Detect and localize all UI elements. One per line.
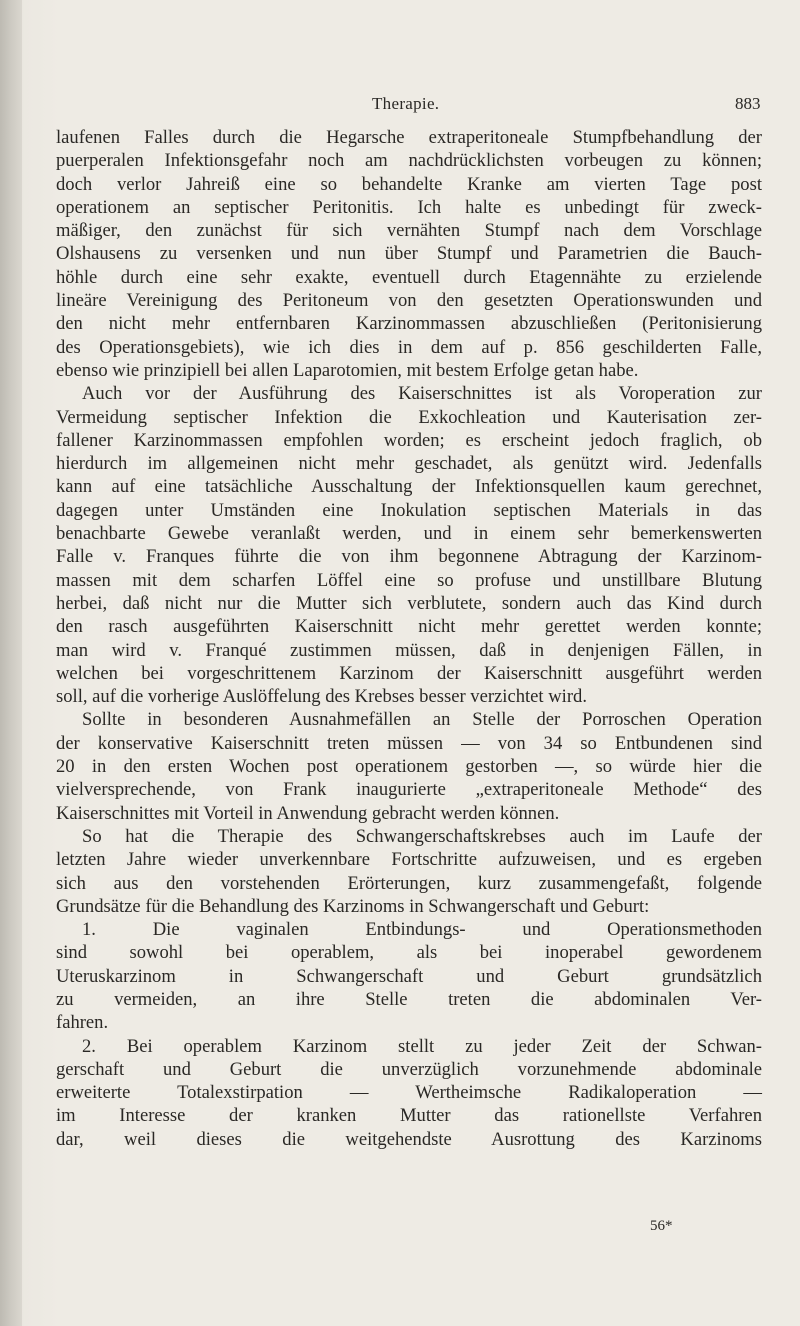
text-line: im Interesse der kranken Mutter das rationellste Verfahren	[56, 1105, 762, 1127]
text-line: Grundsätze für die Behandlung des Karzinoms in Schwangerschaft und Geburt:	[56, 895, 650, 917]
text-line: vielversprechende, von Frank inaugurierte „extraperitoneale Methode“ des	[56, 779, 762, 801]
text-line: kann auf eine tatsächliche Ausschaltung der Infektionsquellen kaum gerechnet,	[56, 476, 762, 498]
text-line: 20 in den ersten Wochen post operationem gestorben —, so würde hier die	[56, 756, 762, 778]
text-line: ebenso wie prinzipiell bei allen Laparotomien, mit bestem Erfolge getan habe.	[56, 359, 639, 381]
text-line: dar, weil dieses die weitgehendste Ausrottung des Karzinoms	[56, 1128, 762, 1150]
text-line: Auch vor der Ausführung des Kaiserschnittes ist als Voroperation zur	[82, 383, 762, 405]
text-line: der konservative Kaiserschnitt treten müssen — von 34 so Entbundenen sind	[56, 732, 762, 754]
text-line: Kaiserschnittes mit Vorteil in Anwendung gebracht werden können.	[56, 802, 560, 824]
text-line: erweiterte Totalexstirpation — Wertheimsche Radikaloperation —	[56, 1082, 762, 1104]
text-line: zu vermeiden, an ihre Stelle treten die abdominalen Ver-	[56, 988, 762, 1010]
text-line: Olshausens zu versenken und nun über Stumpf und Parametrien die Bauch-	[56, 243, 762, 265]
text-line: sind sowohl bei operablem, als bei inoperabel gewordenem	[56, 942, 762, 964]
text-line: den rasch ausgeführten Kaiserschnitt nicht mehr gerettet werden konnte;	[56, 616, 762, 638]
running-title: Therapie.	[372, 94, 440, 113]
signature-mark: 56*	[650, 1218, 673, 1234]
text-line: letzten Jahre wieder unverkennbare Fortschritte aufzuweisen, und es ergeben	[56, 849, 762, 871]
text-line: benachbarte Gewebe veranlaßt werden, und in einem sehr bemerkenswerten	[56, 523, 762, 545]
text-line: sich aus den vorstehenden Erörterungen, kurz zusammengefaßt, folgende	[56, 872, 762, 894]
running-header	[0, 94, 800, 118]
body-text	[56, 126, 762, 1151]
text-line: Falle v. Franques führte die von ihm begonnene Abtragung der Karzinom-	[56, 546, 762, 568]
text-line: dagegen unter Umständen eine Inokulation septischen Materials in das	[56, 499, 762, 521]
page-number: 883	[735, 94, 761, 113]
text-line: massen mit dem scharfen Löffel eine so profuse und unstillbare Blutung	[56, 569, 762, 591]
text-line: 1. Die vaginalen Entbindungs- und Operationsmethoden	[82, 919, 762, 941]
text-line: gerschaft und Geburt die unverzüglich vorzunehmende abdominale	[56, 1058, 762, 1080]
text-line: puerperalen Infektionsgefahr noch am nachdrücklichsten vorbeugen zu können;	[56, 150, 762, 172]
text-line: Uteruskarzinom in Schwangerschaft und Geburt grundsätzlich	[56, 965, 762, 987]
text-line: mäßiger, den zunächst für sich vernähten Stumpf nach dem Vorschlage	[56, 220, 762, 242]
text-line: fahren.	[56, 1012, 109, 1034]
text-line: lineäre Vereinigung des Peritoneum von den gesetzten Operationswunden und	[56, 290, 762, 312]
text-line: des Operationsgebiets), wie ich dies in dem auf p. 856 geschilderten Falle,	[56, 336, 762, 358]
text-line: operationem an septischer Peritonitis. Ich halte es unbedingt für zweck-	[56, 196, 762, 218]
text-line: man wird v. Franqué zustimmen müssen, daß in denjenigen Fällen, in	[56, 639, 762, 661]
text-line: herbei, daß nicht nur die Mutter sich verblutete, sondern auch das Kind durch	[56, 592, 762, 614]
text-line: Vermeidung septischer Infektion die Exkochleation und Kauterisation zer-	[56, 406, 762, 428]
text-line: den nicht mehr entfernbaren Karzinommassen abzuschließen (Peritonisierung	[56, 313, 762, 335]
text-line: doch verlor Jahreiß eine so behandelte Kranke am vierten Tage post	[56, 173, 762, 195]
text-line: So hat die Therapie des Schwangerschaftskrebses auch im Laufe der	[82, 825, 762, 847]
page-gutter-shadow	[0, 0, 22, 1326]
text-line: Sollte in besonderen Ausnahmefällen an Stelle der Porroschen Operation	[82, 709, 762, 731]
text-line: hierdurch im allgemeinen nicht mehr geschadet, als genützt wird. Jedenfalls	[56, 453, 762, 475]
text-line: höhle durch eine sehr exakte, eventuell durch Etagennähte zu erzielende	[56, 266, 762, 288]
text-line: 2. Bei operablem Karzinom stellt zu jeder Zeit der Schwan-	[82, 1035, 762, 1057]
text-line: laufenen Falles durch die Hegarsche extraperitoneale Stumpfbehandlung der	[56, 127, 762, 148]
text-line: welchen bei vorgeschrittenem Karzinom der Kaiserschnitt ausgeführt werden	[56, 662, 762, 684]
text-line: fallener Karzinommassen empfohlen worden; es erscheint jedoch fraglich, ob	[56, 429, 762, 451]
text-line: soll, auf die vorherige Auslöffelung des Krebses besser verzichtet wird.	[56, 686, 587, 708]
